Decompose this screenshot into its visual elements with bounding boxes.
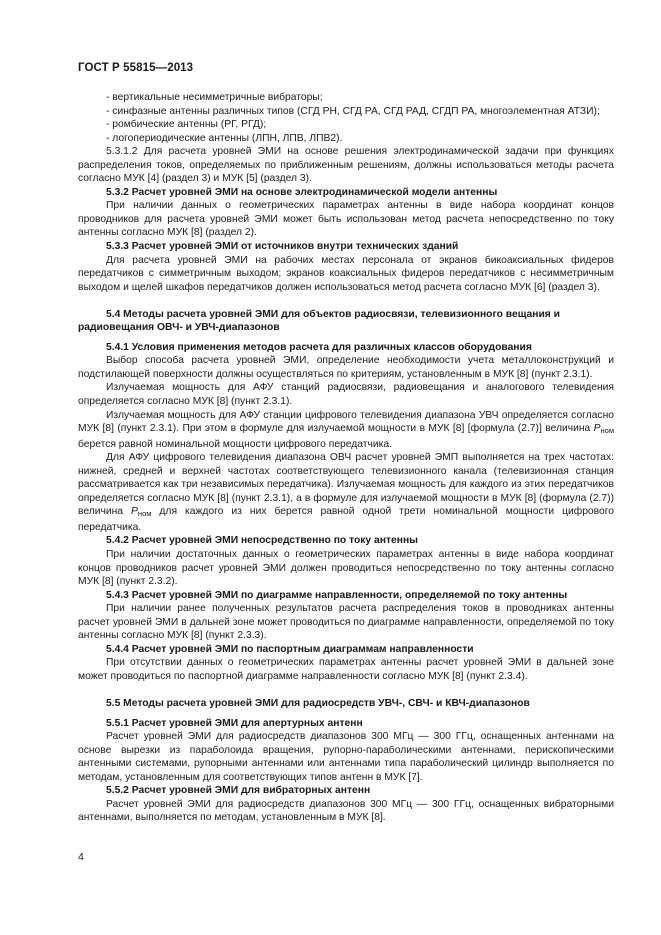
heading-5-4-3: 5.4.3 Расчет уровней ЭМИ по диаграмме направленности, определяемой по току антенны [106,589,568,601]
document-body [78,91,614,825]
text-run: Для АФУ цифрового телевидения диапазона ОВЧ расчет уровней ЭМП выполняется на трех частотах: нижней, средней и верхней частотах соответствующего телевизионного канала (телевизионная станция рассматривается как три независимых передатчика). Излучаемая мощность для каждого из этих передатчиков определяется согласно МУК [8] (пункт 2.3.1), а в формуле для излучаемой мощности в МУК [8] (формула (2.7)) величина [78,452,614,518]
variable-p: P [593,423,601,435]
heading-5-4-4: 5.4.4 Расчет уровней ЭМИ по паспортным диаграммам направленности [106,643,474,655]
document-header: ГОСТ Р 55815—2013 [78,62,194,74]
subscript-nom: ном [137,509,152,519]
paragraph-5-3-3: Для расчета уровней ЭМИ на рабочих местах персонала от экранов бикоаксиальных фидеров передатчиков с симметричным выходом; экранов коаксиальных фидеров передатчиков с несимметричным выходом и щелей шкафов передатчиков должен использоваться метод расчета согласно МУК [6] (раздел 3). [78,254,614,293]
section-spacer [78,683,614,697]
list-item: - вертикальные несимметричные вибраторы; [106,92,323,103]
paragraph-5-4-1-a: Выбор способа расчета уровней ЭМИ, определение необходимости учета металлоконструкций и подстилающей поверхности должны осуществляться по критериям, установленным в МУК [8] (пункт 2.3.1). [78,355,614,380]
list-item: - ромбические антенны (РГ, РГД); [106,119,267,131]
paragraph-5-5-2: Расчет уровней ЭМИ для радиосредств диапазонов 300 МГц — 300 ГГц, оснащенных вибраторными антеннами, выполняется по методам, установленным в МУК [8]. [78,798,614,824]
heading-5-4-1: 5.4.1 Условия применения методов расчета для различных классов оборудования [106,341,532,353]
list-item: - логопериодические антенны (ЛПН, ЛПВ, ЛПВ2). [106,132,343,144]
paragraph-5-5-1: Расчет уровней ЭМИ для радиосредств диапазонов 300 МГц — 300 ГГц, оснащенных антеннами на основе вырезки из параболоида вращения, рупорно-параболическими антеннами, перископическими антенными системами, рупорными антеннами или антеннами типа параболический цилиндр выполняется по методам, установленным для соответствующих типов антенн в МУК [7]. [78,731,614,783]
subscript-nom: ном [600,426,614,436]
heading-5-5-1: 5.5.1 Расчет уровней ЭМИ для апертурных антенн [106,717,363,729]
paragraph-5-4-3: При наличии ранее полученных результатов расчета распределения токов в проводниках антенны расчет уровней ЭМИ в дальней зоне может проводиться по диаграмме направленности, определяемой по току антенны согласно МУК [8] (пункт 2.3.3). [78,603,614,642]
paragraph-5-3-1-2: 5.3.1.2 Для расчета уровней ЭМИ на основе решения электродинамической задачи при функциях распределения токов, определяемых по приближенным решениям, должны использоваться методы расчета согласно МУК [4] (раздел 3) и МУК [5] (раздел 3). [78,146,614,185]
paragraph-5-4-2: При наличии достаточных данных о геометрических параметрах антенны в виде набора координат концов проводников расчет уровней ЭМИ должен проводиться непосредственно по току антенны согласно МУК [8] (пункт 2.3.2). [78,549,614,588]
variable-p: P [131,506,138,518]
heading-5-5: 5.5 Методы расчета уровней ЭМИ для радиосредств УВЧ-, СВЧ- и КВЧ-диапазонов [106,697,530,709]
heading-5-4: 5.4 Методы расчета уровней ЭМИ для объектов радиосвязи, телевизионного вещания и радиовещания ОВЧ- и УВЧ-диапазонов [78,308,560,334]
text-run: Излучаемая мощность для АФУ станции цифрового телевидения диапазона УВЧ определяется согласно МУК [8] (пункт 2.3.1). При этом в формуле для излучаемой мощности в МУК [8] [формула (2.7)] величина [78,409,614,435]
paragraph-5-4-1-d [78,451,614,534]
text-run: берется равной номинальной мощности цифрового передатчика. [78,438,392,450]
text-run: для каждого из них берется равной одной трети номинальной мощности цифрового передатчика. [78,506,614,533]
paragraph-5-4-1-c [78,409,614,452]
list-item: - синфазные антенны различных типов (СГД РН, СГД РА, СГД РАД, СГДП РА, многоэлементная АТЗИ); [106,105,600,117]
paragraph-5-3-2: При наличии данных о геометрических параметрах антенны в виде набора координат концов проводников для расчета уровней ЭМИ может быть использован метод расчета непосредственно по току антенны согласно МУК [8] (раздел 2). [78,200,614,239]
heading-5-3-3: 5.3.3 Расчет уровней ЭМИ от источников внутри технических зданий [106,241,459,253]
page-number: 4 [78,851,84,863]
paragraph-5-4-4: При отсутствии данных о геометрических параметрах антенны расчет уровней ЭМИ в дальней зоне может проводиться по паспортной диаграмме направленности согласно МУК [8] (пункт 2.3.4). [78,657,614,682]
section-spacer [78,294,614,308]
heading-5-4-2: 5.4.2 Расчет уровней ЭМИ непосредственно по току антенны [106,535,418,547]
paragraph-5-4-1-b: Излучаемая мощность для АФУ станций радиосвязи, радиовещания и аналогового телевидения определяется согласно МУК [8] (пункт 2.3.1). [78,382,614,407]
heading-5-5-2: 5.5.2 Расчет уровней ЭМИ для вибраторных антенн [106,785,371,797]
heading-5-3-2: 5.3.2 Расчет уровней ЭМИ на основе электродинамической модели антенны [106,186,498,198]
